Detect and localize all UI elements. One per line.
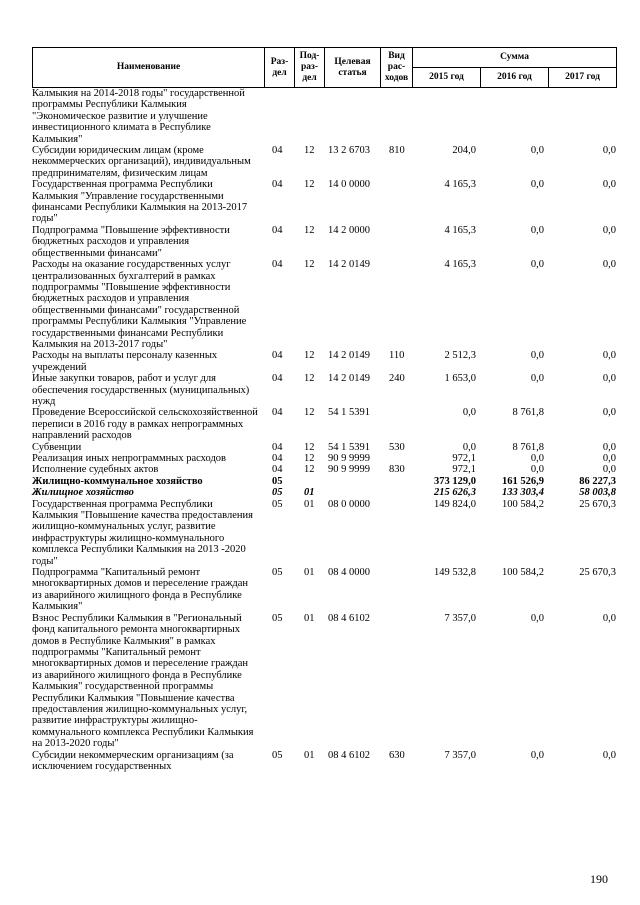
target-cell: 08 0 0000	[328, 498, 370, 510]
page-number: 190	[590, 872, 608, 886]
subsection-cell: 01	[304, 612, 315, 624]
sum-2017-cell: 25 670,3	[579, 498, 616, 510]
target-cell: 14 0 0000	[328, 179, 370, 191]
table-row	[32, 350, 616, 373]
header-subsection: Под-раз-дел	[295, 48, 325, 88]
sum-2015-cell: 373 129,0	[434, 475, 476, 487]
table-row	[32, 259, 616, 350]
target-cell: 14 2 0149	[328, 373, 370, 385]
table-row	[32, 453, 616, 464]
subsection-cell: 12	[304, 179, 315, 191]
header-expense-type: Вид рас-ходов	[381, 48, 413, 88]
subsection-cell: 12	[304, 453, 315, 464]
sum-2015-cell: 2 512,3	[444, 350, 476, 362]
sum-2015-cell: 204,0	[452, 145, 476, 157]
sum-2015-cell: 7 357,0	[444, 749, 476, 761]
sum-2015-cell: 0,0	[462, 407, 476, 419]
target-cell: 90 9 9999	[328, 464, 370, 476]
subsection-cell: 01	[304, 487, 315, 499]
target-cell: 13 2 6703	[328, 145, 370, 157]
target-cell: 14 2 0000	[328, 224, 370, 236]
table-row	[32, 487, 616, 498]
sum-2017-cell: 0,0	[602, 350, 616, 362]
name-cell: Подпрограмма "Повышение эффективности бюджетных расходов и управления общественными финансами"	[32, 224, 230, 259]
table-row	[32, 750, 616, 773]
target-cell: 54 1 5391	[328, 407, 370, 419]
table-row	[32, 88, 616, 145]
table-row	[32, 613, 616, 750]
name-cell: Проведение Всероссийской сельскохозяйственной переписи в 2016 году в рамках непрограммных направлений расходов	[32, 407, 258, 442]
sum-2017-cell: 0,0	[602, 612, 616, 624]
sum-2016-cell: 100 584,2	[502, 567, 544, 579]
table-row	[32, 179, 616, 225]
section-cell: 04	[272, 224, 283, 236]
section-cell: 05	[272, 487, 283, 499]
sum-2016-cell: 0,0	[530, 350, 544, 362]
section-cell: 04	[272, 179, 283, 191]
name-cell: Исполнение судебных актов	[32, 464, 159, 476]
sum-2016-cell: 0,0	[530, 373, 544, 385]
name-cell: Калмыкия на 2014-2018 годы" государственной программы Республики Калмыкия "Экономическое развитие и улучшение инвестиционного климата в Республике Калмыкия"	[32, 88, 245, 145]
name-cell: Подпрограмма "Капитальный ремонт многоквартирных домов и переселение граждан из аварийного жилищного фонда в Республике Калмыкия"	[32, 567, 249, 613]
sum-2015-cell: 4 165,3	[444, 224, 476, 236]
name-cell: Жилищно-коммунальное хозяйство	[32, 475, 203, 487]
sum-2017-cell: 0,0	[602, 407, 616, 419]
expense-type-cell: 110	[389, 350, 405, 362]
name-cell: Государственная программа Республики Калмыкия "Повышение качества предоставления жилищно-коммунальных услуг, развитие инфраструктуры жилищно-коммунального комплекса Республики Калмыкия на 2013 -2020 годы"	[32, 498, 253, 567]
subsection-cell: 12	[304, 145, 315, 157]
sum-2015-cell: 972,1	[452, 464, 476, 476]
name-cell: Расходы на оказание государственных услуг централизованных бухгалтерий в рамках подпрограммы "Повышение эффективности бюджетных расходов и управления общественными финансами" государственной программы Республики Калмыкия "Управление государственными финансами Республики Калмыкия на 2013-2017 годы"	[32, 259, 247, 350]
sum-2016-cell: 0,0	[530, 464, 544, 476]
section-cell: 04	[272, 464, 283, 476]
name-cell: Субвенции	[32, 441, 82, 453]
sum-2016-cell: 0,0	[530, 224, 544, 236]
section-cell: 05	[272, 612, 283, 624]
sum-2015-cell: 215 626,3	[434, 487, 476, 499]
name-cell: Государственная программа Республики Калмыкия "Управление государственными финансами Республики Калмыкия на 2013-2017 годы"	[32, 179, 248, 225]
subsection-cell: 12	[304, 373, 315, 385]
name-cell: Субсидии некоммерческим организациям (за исключением государственных	[32, 749, 234, 772]
target-cell: 08 4 6102	[328, 612, 370, 624]
sum-2017-cell: 0,0	[602, 179, 616, 191]
target-cell: 08 4 6102	[328, 749, 370, 761]
subsection-cell: 12	[304, 259, 315, 271]
sum-2016-cell: 133 303,4	[502, 487, 544, 499]
table-row	[32, 373, 616, 407]
table-row	[32, 464, 616, 475]
sum-2016-cell: 0,0	[530, 612, 544, 624]
table-row	[32, 476, 616, 487]
header-2017: 2017 год	[549, 68, 617, 88]
sum-2017-cell: 58 003,8	[579, 487, 616, 499]
target-cell: 08 4 0000	[328, 567, 370, 579]
table-body	[32, 88, 616, 772]
sum-2017-cell: 0,0	[602, 373, 616, 385]
expense-type-cell: 530	[389, 441, 405, 453]
section-cell: 05	[272, 567, 283, 579]
table-row	[32, 567, 616, 613]
sum-2015-cell: 1 653,0	[444, 373, 476, 385]
expense-type-cell: 630	[389, 749, 405, 761]
sum-2015-cell: 4 165,3	[444, 259, 476, 271]
table-row	[32, 407, 616, 441]
subsection-cell: 12	[304, 441, 315, 453]
sum-2017-cell: 0,0	[602, 259, 616, 271]
sum-2016-cell: 100 584,2	[502, 498, 544, 510]
sum-2017-cell: 0,0	[602, 441, 616, 453]
section-cell: 04	[272, 373, 283, 385]
name-cell: Расходы на выплаты персоналу казенных учреждений	[32, 350, 218, 373]
header-target: Целевая статья	[325, 48, 381, 88]
section-cell: 04	[272, 259, 283, 271]
sum-2015-cell: 7 357,0	[444, 612, 476, 624]
sum-2015-cell: 972,1	[452, 453, 476, 464]
section-cell: 05	[272, 498, 283, 510]
table-row	[32, 145, 616, 179]
section-cell: 04	[272, 453, 283, 464]
section-cell: 04	[272, 350, 283, 362]
target-cell: 90 9 9999	[328, 453, 370, 464]
name-cell: Субсидии юридическим лицам (кроме некоммерческих организаций), индивидуальным предпринимателям, физическим лицам	[32, 145, 251, 179]
table-row	[32, 442, 616, 453]
table-header	[32, 47, 616, 88]
table-row	[32, 225, 616, 259]
sum-2017-cell: 0,0	[602, 464, 616, 476]
table-row	[32, 499, 616, 567]
expense-type-cell: 830	[389, 464, 405, 476]
sum-2015-cell: 0,0	[462, 441, 476, 453]
subsection-cell: 12	[304, 224, 315, 236]
sum-2016-cell: 0,0	[530, 453, 544, 464]
name-cell: Реализация иных непрограммных расходов	[32, 453, 227, 464]
sum-2015-cell: 149 532,8	[434, 567, 476, 579]
sum-2015-cell: 149 824,0	[434, 498, 476, 510]
subsection-cell: 01	[304, 498, 315, 510]
sum-2016-cell: 0,0	[530, 749, 544, 761]
section-cell: 04	[272, 407, 283, 419]
section-cell: 05	[272, 475, 283, 487]
subsection-cell: 12	[304, 407, 315, 419]
section-cell: 04	[272, 441, 283, 453]
header-name: Наименование	[33, 48, 265, 88]
target-cell: 54 1 5391	[328, 441, 370, 453]
section-cell: 04	[272, 145, 283, 157]
name-cell: Жилищное хозяйство	[32, 487, 134, 499]
section-cell: 05	[272, 749, 283, 761]
subsection-cell: 01	[304, 567, 315, 579]
sum-2017-cell: 0,0	[602, 224, 616, 236]
sum-2016-cell: 161 526,9	[502, 475, 544, 487]
sum-2016-cell: 8 761,8	[512, 441, 544, 453]
sum-2017-cell: 86 227,3	[579, 475, 616, 487]
header-2016: 2016 год	[481, 68, 549, 88]
header-2015: 2015 год	[413, 68, 481, 88]
target-cell: 14 2 0149	[328, 350, 370, 362]
subsection-cell: 01	[304, 749, 315, 761]
sum-2015-cell: 4 165,3	[444, 179, 476, 191]
subsection-cell: 12	[304, 464, 315, 476]
sum-2017-cell: 25 670,3	[579, 567, 616, 579]
header-section: Раз-дел	[265, 48, 295, 88]
sum-2016-cell: 0,0	[530, 145, 544, 157]
name-cell: Взнос Республики Калмыкия в "Региональный фонд капитального ремонта многоквартирных домов в Республике Калмыкия" в рамках подпрограммы "Капитальный ремонт многоквартирных домов и переселение граждан из аварийного жилищного фонда в Республике Калмыкия" государственной программы Республики Калмыкия "Повышение качества предоставления жилищно-коммунальных услуг, развитие инфраструктуры жилищно-коммунального комплекса Республики Калмыкия на 2013-2020 годы"	[32, 612, 254, 750]
name-cell: Иные закупки товаров, работ и услуг для обеспечения государственных (муниципальных) нужд	[32, 373, 250, 407]
sum-2017-cell: 0,0	[602, 453, 616, 464]
sum-2016-cell: 8 761,8	[512, 407, 544, 419]
sum-2016-cell: 0,0	[530, 179, 544, 191]
target-cell: 14 2 0149	[328, 259, 370, 271]
expense-type-cell: 810	[389, 145, 405, 157]
subsection-cell: 12	[304, 350, 315, 362]
sum-2016-cell: 0,0	[530, 259, 544, 271]
sum-2017-cell: 0,0	[602, 749, 616, 761]
sum-2017-cell: 0,0	[602, 145, 616, 157]
header-sum: Сумма	[413, 48, 617, 68]
expense-type-cell: 240	[389, 373, 405, 385]
